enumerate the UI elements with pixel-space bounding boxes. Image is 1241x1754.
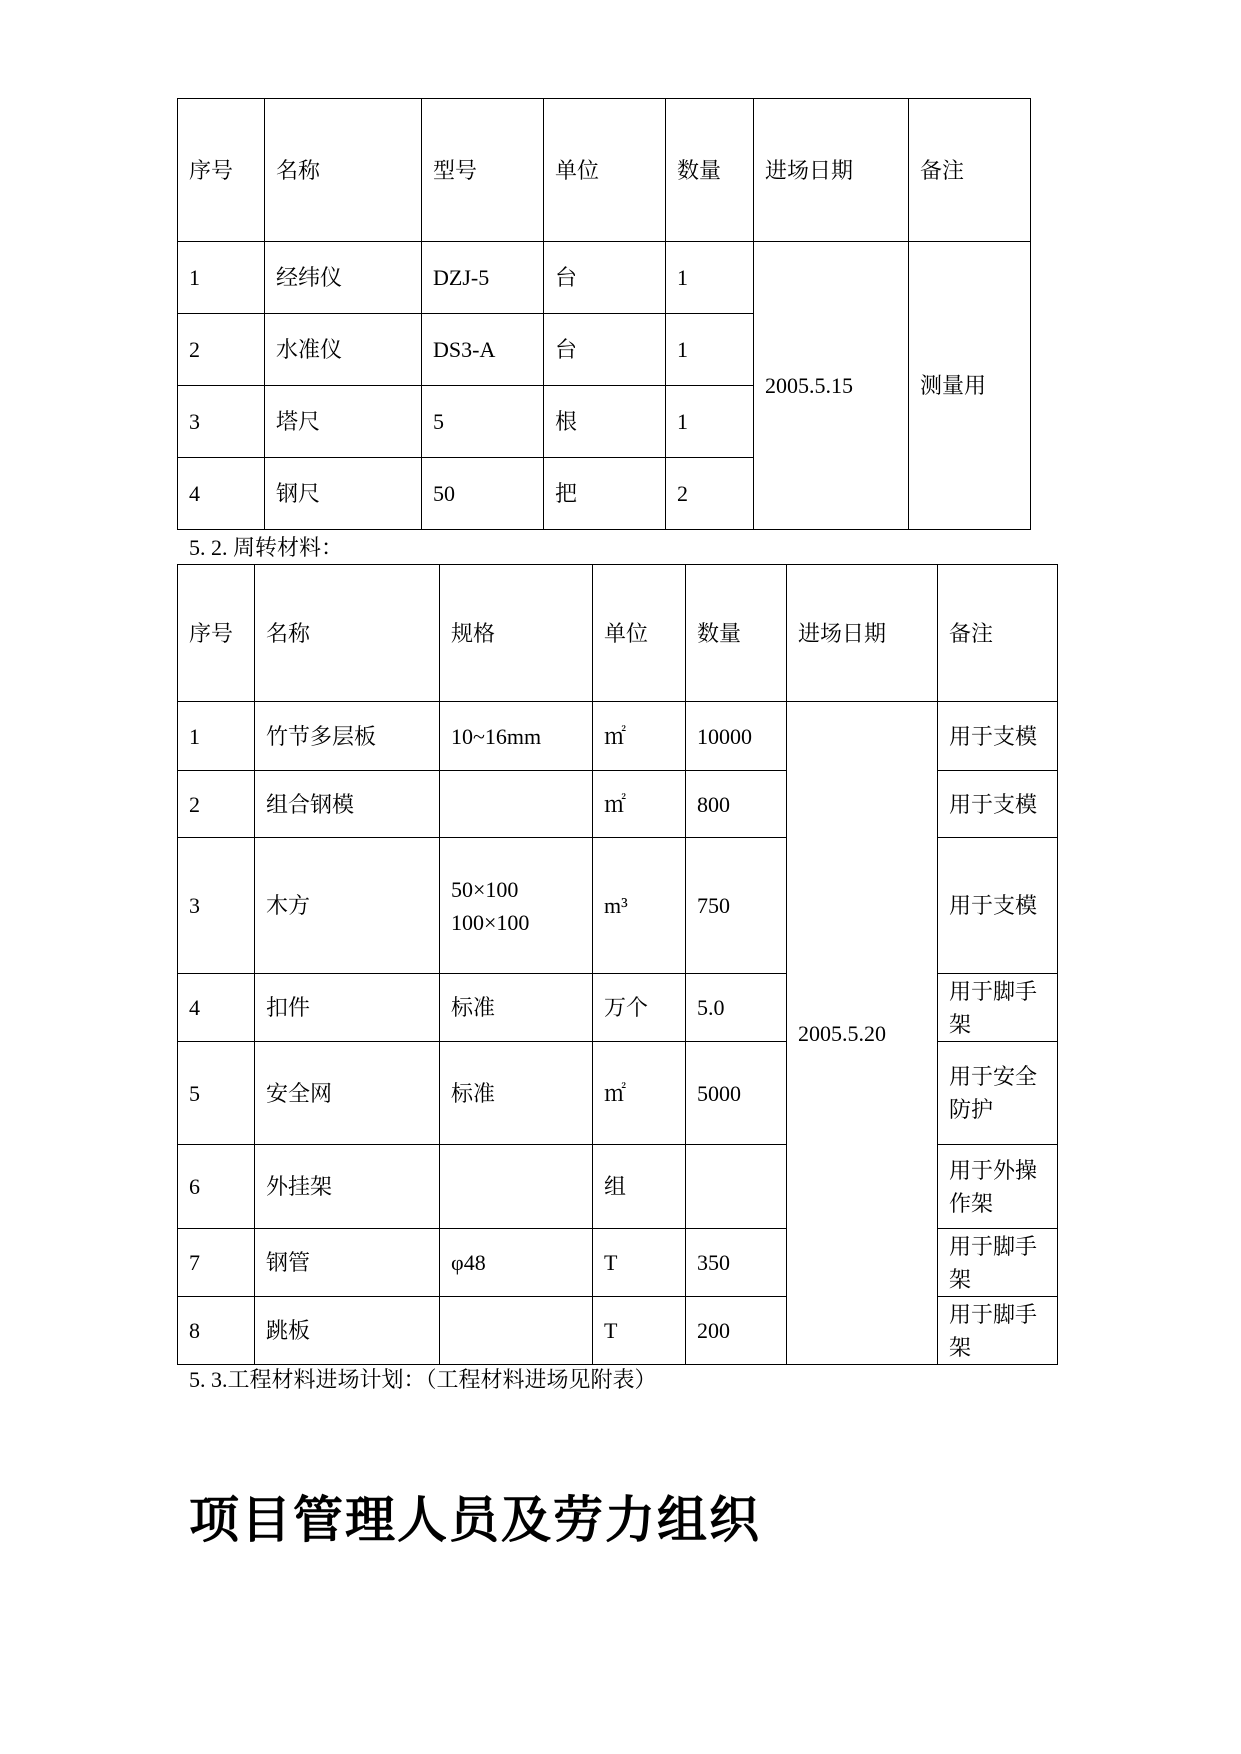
arrival-date-cell: 2005.5.15 [754, 242, 909, 530]
cell: 800 [686, 771, 787, 838]
cell [440, 1297, 593, 1365]
cell [440, 1145, 593, 1229]
cell: 用于脚手 架 [938, 974, 1058, 1042]
cell: DS3-A [422, 314, 544, 386]
cell: 50×100 100×100 [440, 838, 593, 974]
cell: ㎡ [593, 702, 686, 771]
header-cell: 单位 [544, 99, 666, 242]
cell: T [593, 1229, 686, 1297]
cell: 1 [666, 242, 754, 314]
cell: 50 [422, 458, 544, 530]
cell: 塔尺 [265, 386, 422, 458]
cell: 用于脚手 架 [938, 1297, 1058, 1365]
cell: 组 [593, 1145, 686, 1229]
cell: 用于脚手 架 [938, 1229, 1058, 1297]
cell: 1 [666, 386, 754, 458]
header-cell: 备注 [909, 99, 1031, 242]
cell: 4 [178, 458, 265, 530]
header-cell: 序号 [178, 565, 255, 702]
cell: 用于支模 [938, 702, 1058, 771]
header-cell: 型号 [422, 99, 544, 242]
header-cell: 进场日期 [787, 565, 938, 702]
cell: 组合钢模 [255, 771, 440, 838]
cell: 木方 [255, 838, 440, 974]
cell: 200 [686, 1297, 787, 1365]
cell: 台 [544, 314, 666, 386]
cell: DZJ-5 [422, 242, 544, 314]
header-cell: 备注 [938, 565, 1058, 702]
cell: 350 [686, 1229, 787, 1297]
cell: 6 [178, 1145, 255, 1229]
header-cell: 单位 [593, 565, 686, 702]
section-5-2-caption: 5. 2. 周转材料： [189, 535, 344, 560]
cell: 750 [686, 838, 787, 974]
cell: 根 [544, 386, 666, 458]
cell: 5 [422, 386, 544, 458]
cell: 1 [178, 702, 255, 771]
cell: 用于外操 作架 [938, 1145, 1058, 1229]
cell: 3 [178, 838, 255, 974]
cell: 2 [666, 458, 754, 530]
cell: 台 [544, 242, 666, 314]
header-cell: 名称 [265, 99, 422, 242]
section-heading: 项目管理人员及劳力组织 [189, 1491, 761, 1549]
table-header-row [178, 99, 1031, 242]
cell: 经纬仪 [265, 242, 422, 314]
header-cell: 规格 [440, 565, 593, 702]
cell: 5000 [686, 1042, 787, 1145]
cell: 2 [178, 314, 265, 386]
cell: m³ [593, 838, 686, 974]
cell: 4 [178, 974, 255, 1042]
table-header-row [178, 565, 1058, 702]
header-cell: 数量 [666, 99, 754, 242]
cell: 外挂架 [255, 1145, 440, 1229]
cell: 2 [178, 771, 255, 838]
cell: 竹节多层板 [255, 702, 440, 771]
cell: 标准 [440, 1042, 593, 1145]
cell: 扣件 [255, 974, 440, 1042]
cell: ㎡ [593, 771, 686, 838]
header-cell: 数量 [686, 565, 787, 702]
cell: 5 [178, 1042, 255, 1145]
header-cell: 名称 [255, 565, 440, 702]
cell: 3 [178, 386, 265, 458]
cell: 1 [666, 314, 754, 386]
cell: 10~16mm [440, 702, 593, 771]
remark-cell: 测量用 [909, 242, 1031, 530]
cell: 用于支模 [938, 771, 1058, 838]
cell: 8 [178, 1297, 255, 1365]
cell: 用于安全 防护 [938, 1042, 1058, 1145]
cell: 标准 [440, 974, 593, 1042]
cell: T [593, 1297, 686, 1365]
cell: 把 [544, 458, 666, 530]
cell: φ48 [440, 1229, 593, 1297]
cell: 钢管 [255, 1229, 440, 1297]
turnover-materials-table [177, 564, 1058, 1365]
cell: 10000 [686, 702, 787, 771]
cell [440, 771, 593, 838]
cell: 1 [178, 242, 265, 314]
cell: 安全网 [255, 1042, 440, 1145]
header-cell: 进场日期 [754, 99, 909, 242]
table-row [178, 242, 1031, 314]
table-row [178, 702, 1058, 771]
cell: 水准仪 [265, 314, 422, 386]
cell: 跳板 [255, 1297, 440, 1365]
cell: 万个 [593, 974, 686, 1042]
cell: ㎡ [593, 1042, 686, 1145]
survey-instruments-table [177, 98, 1031, 530]
cell: 用于支模 [938, 838, 1058, 974]
cell: 钢尺 [265, 458, 422, 530]
cell [686, 1145, 787, 1229]
arrival-date-cell: 2005.5.20 [787, 702, 938, 1365]
header-cell: 序号 [178, 99, 265, 242]
cell: 5.0 [686, 974, 787, 1042]
cell: 7 [178, 1229, 255, 1297]
section-5-3-caption: 5. 3.工程材料进场计划：（工程材料进场见附表） [189, 1367, 657, 1392]
